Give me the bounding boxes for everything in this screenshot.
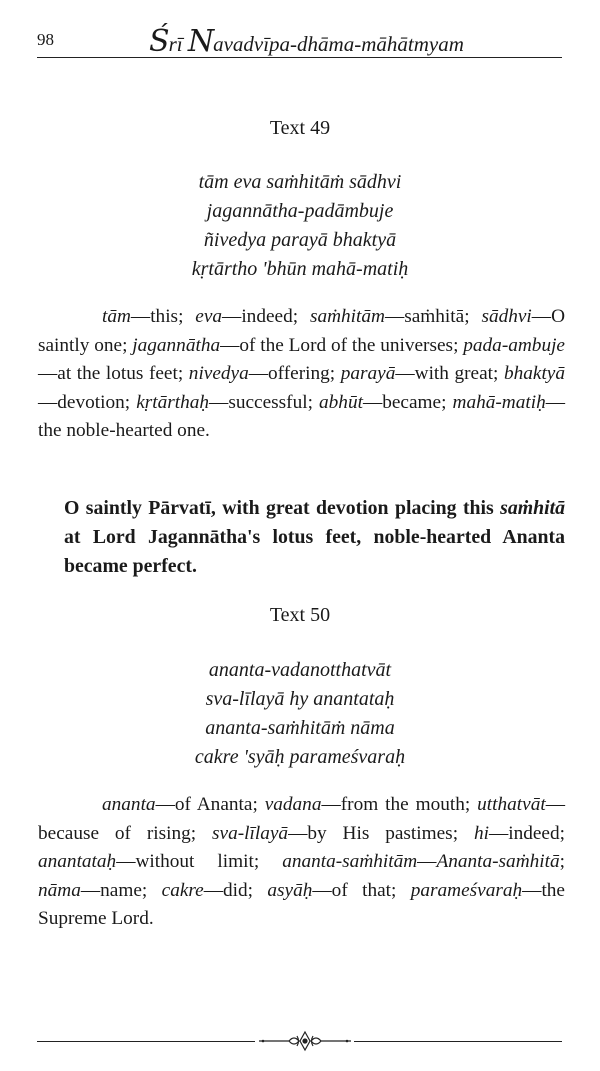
- text-heading-49: Text 49: [269, 117, 331, 139]
- synonym-meaning: of the Lord of the universes: [239, 334, 454, 356]
- translation-text: O saintly Pārvatī, with great devotion placing this: [64, 497, 501, 519]
- synonym-word: utthatvāt: [477, 794, 546, 815]
- synonyms-49: tām—this; eva—indeed; saṁhitām—saṁhitā; sādhvi—O saintly one; jagannātha—of the Lord of the universes; pada-ambuje—at the lotus feet; nivedya—offering; parayā—with great; bhaktyā—devotion; kṛtārthaḥ—successful; abhūt—became; mahā-matiḥ—the noble-hearted one.: [38, 306, 566, 441]
- page-header: [37, 20, 562, 60]
- synonym-word: parayā: [340, 363, 396, 384]
- synonym-meaning: of Ananta: [174, 794, 253, 815]
- synonym-meaning: by His pastimes: [307, 822, 453, 844]
- title-part-2: avadvīpa-dhāma-māhātmyam: [213, 32, 464, 56]
- verse-line: sva-līlayā hy anantataḥ: [205, 688, 395, 710]
- synonym-word: kṛtārthaḥ: [136, 391, 210, 413]
- synonym-meaning: did: [223, 879, 248, 901]
- synonym-word: parameśvaraḥ: [410, 879, 523, 901]
- synonym-word: anantataḥ: [38, 851, 117, 872]
- verse-line: kṛtārtho 'bhūn mahā-matiḥ: [191, 258, 409, 280]
- translation-49: [64, 494, 565, 581]
- title-part-1: rī: [168, 32, 188, 56]
- synonym-meaning: devotion: [57, 391, 125, 413]
- synonym-meaning: with great: [414, 363, 494, 384]
- synonym-meaning: indeed: [241, 306, 293, 327]
- synonym-meaning: at the lotus feet: [57, 363, 178, 384]
- synonym-meaning: saṁhitā: [404, 306, 465, 327]
- synonym-meaning: from the mouth: [340, 794, 465, 815]
- synonym-meaning: the Supreme Lord: [38, 879, 565, 929]
- synonym-meaning: without limit: [135, 851, 254, 872]
- synonym-word: sādhvi: [481, 306, 532, 327]
- verse-line: ananta-saṁhitāṁ nāma: [205, 717, 395, 739]
- verse-line: jagannātha-padāmbuje: [206, 200, 394, 222]
- synonym-word: bhaktyā: [503, 363, 566, 384]
- synonym-word: abhūt: [319, 391, 363, 413]
- synonym-meaning: of that: [331, 879, 392, 901]
- synonym-meaning: name: [100, 879, 142, 901]
- text-heading-50: Text 50: [269, 604, 331, 626]
- synonyms-50: ananta—of Ananta; vadana—from the mouth; utthatvāt—because of rising; sva-līlayā—by His pastimes; hi—indeed; anantataḥ—without limit; ananta-saṁhitām—Ananta-saṁhitā; nāma—name; cakre—did; asyāḥ—of that; parameśvaraḥ—the Supreme Lord.: [38, 794, 565, 929]
- synonym-word: nāma: [38, 879, 81, 901]
- synonym-word: ananta-saṁhitām: [282, 851, 418, 872]
- synonym-meaning: O saintly one: [38, 306, 565, 356]
- synonym-word: asyāḥ: [267, 879, 313, 901]
- synonym-word: eva: [195, 306, 223, 327]
- synonym-meaning: because of rising: [38, 822, 191, 844]
- header-rule: [37, 57, 562, 58]
- synonym-meaning: the noble-hearted one: [38, 420, 206, 441]
- synonym-meaning: became: [382, 391, 442, 413]
- synonym-word: saṁhitām: [309, 306, 385, 327]
- synonym-meaning: this: [150, 306, 179, 327]
- synonym-word: sva-līlayā: [212, 822, 289, 844]
- fleuron-ornament-icon: [255, 1030, 355, 1052]
- synonym-meaning: successful: [228, 391, 308, 413]
- translation-text: at Lord Jagannātha's lotus feet, noble-hearted Ananta became perfect.: [64, 526, 565, 577]
- page-footer: [37, 1030, 562, 1052]
- synonym-word: nivedya: [188, 363, 249, 384]
- synonym-word: cakre: [161, 879, 204, 901]
- page-number: 98: [37, 30, 54, 49]
- footer-rule: [354, 1041, 562, 1042]
- synonym-word: hi: [473, 822, 489, 844]
- translation-italic: saṁhitā: [500, 497, 565, 519]
- synonym-meaning: Ananta-saṁhitā: [436, 851, 560, 872]
- verse-50: [0, 656, 600, 772]
- verse-49: [0, 168, 600, 284]
- synonym-word: mahā-matiḥ: [452, 391, 546, 413]
- footer-rule: [37, 1041, 255, 1042]
- verse-line: cakre 'syāḥ parameśvaraḥ: [194, 746, 406, 768]
- synonym-meaning: indeed: [508, 822, 560, 844]
- synonym-word: jagannātha: [132, 334, 221, 356]
- verse-line: tām eva saṁhitāṁ sādhvi: [198, 171, 402, 193]
- verse-line: ñivedya parayā bhaktyā: [203, 229, 397, 251]
- synonym-word: vadana: [264, 794, 322, 815]
- title-initial-1: Ś: [149, 24, 169, 59]
- verse-line: ananta-vadanotthatvāt: [208, 659, 392, 681]
- synonym-word: tām: [102, 306, 131, 327]
- title-initial-2: N: [187, 24, 214, 59]
- synonym-meaning: offering: [268, 363, 330, 384]
- synonym-word: pada-ambuje: [463, 334, 565, 356]
- synonym-word: ananta: [102, 794, 156, 815]
- running-title: [149, 24, 464, 59]
